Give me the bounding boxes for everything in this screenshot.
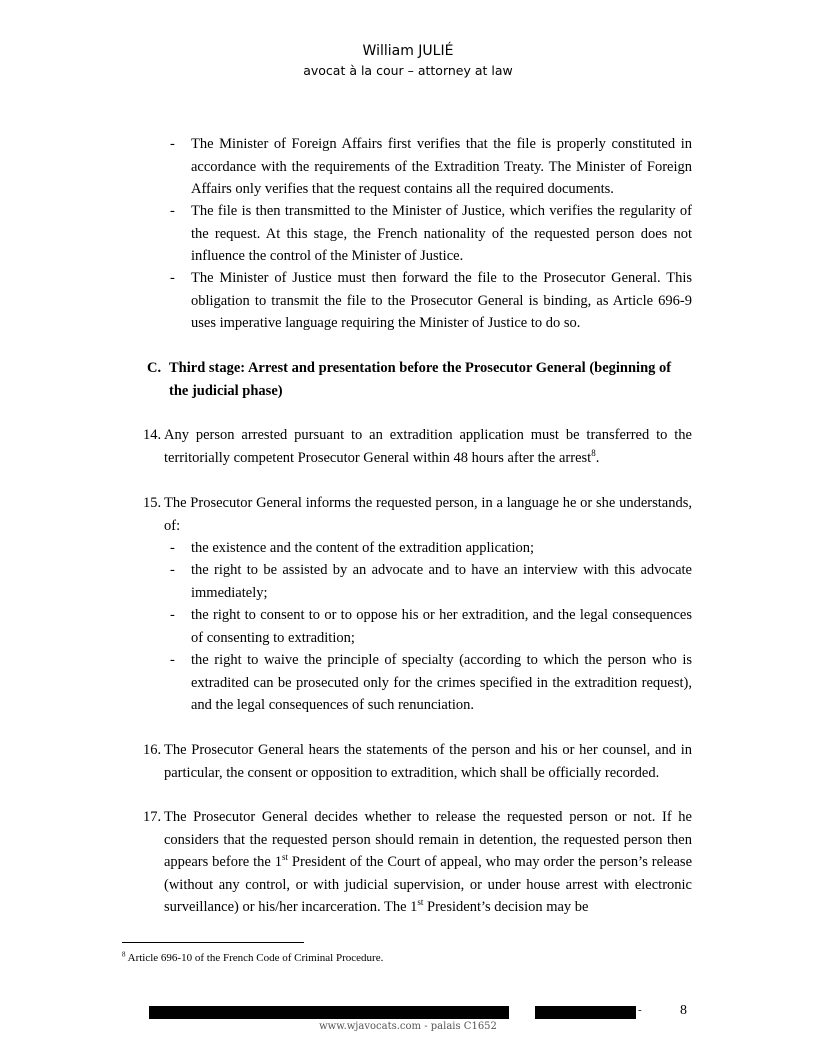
list-item: The Minister of Justice must then forward the file to the Prosecutor General. This obligation to transmit the file to the Prosecutor General is binding, as Article 696-9 uses imperative language requiring the Minister of Justice to do so. <box>191 270 692 331</box>
footnote-number: 8 <box>122 950 126 959</box>
author-title: avocat à la cour – attorney at law <box>303 63 513 78</box>
redaction-bar <box>535 1006 636 1019</box>
paragraph-number: 16. <box>143 742 162 758</box>
section-letter: C. <box>147 360 162 376</box>
paragraph-14 <box>164 424 692 469</box>
paragraph-text: The Prosecutor General decides whether to release the requested person or not. If he considers that the requested person should remain in detention, the requested person then appears before the 1 <box>164 809 692 870</box>
ordinal-suffix: st <box>282 852 289 863</box>
bullet-mark: - <box>170 540 175 556</box>
list-item: the right to waive the principle of specialty (according to which the person who is extradited can be prosecuted only for the crimes specified in the extradition request), and the legal consequences of such renunciation. <box>191 652 692 713</box>
paragraph-16: The Prosecutor General hears the statements of the person and his or her counsel, and in particular, the consent or opposition to extradition, which shall be officially recorded. <box>164 742 692 781</box>
list-item: The Minister of Foreign Affairs first verifies that the file is properly constituted in accordance with the requirements of the Extradition Treaty. The Minister of Foreign Affairs only verifies that the request contains all the required documents. <box>191 136 692 197</box>
section-title: Third stage: Arrest and presentation before the Prosecutor General (beginning of the judicial phase) <box>169 360 672 399</box>
paragraph-text: Any person arrested pursuant to an extradition application must be transferred to the territorially competent Prosecutor General within 48 hours after the arrest <box>164 427 692 466</box>
paragraph-15-intro: The Prosecutor General informs the requested person, in a language he or she understands, of: <box>164 495 692 534</box>
bullet-mark: - <box>170 562 175 578</box>
paragraph-text: President of the Court of appeal, who may order the person’s release (without any control, or with judicial supervision, or under house arrest with electronic surveillance) or his/her incarceration. The 1 <box>164 854 693 915</box>
footnote-text: Article 696-10 of the French Code of Criminal Procedure. <box>125 952 384 964</box>
bullet-mark: - <box>170 652 175 668</box>
bullet-mark: - <box>170 607 175 623</box>
bullet-mark: - <box>170 270 175 286</box>
footer-website[interactable]: www.wjavocats.com - palais C1652 <box>319 1021 497 1032</box>
bullet-mark: - <box>170 136 175 152</box>
paragraph-number: 17. <box>143 809 162 825</box>
list-item: the right to be assisted by an advocate and to have an interview with this advocate immediately; <box>191 562 692 601</box>
footnote <box>122 951 383 965</box>
paragraph-number: 15. <box>143 495 162 511</box>
redaction-bar <box>149 1006 509 1019</box>
list-item: The file is then transmitted to the Minister of Justice, which verifies the regularity of the request. At this stage, the French nationality of the requested person does not influence the control of the Minister of Justice. <box>191 203 692 264</box>
footnote-ref[interactable]: 8 <box>591 447 596 458</box>
list-item: the existence and the content of the extradition application; <box>191 540 535 556</box>
footer-dash: - <box>638 1004 642 1016</box>
footnote-divider <box>122 942 304 943</box>
page-number: 8 <box>680 1003 687 1018</box>
paragraph-tail: . <box>595 449 600 466</box>
list-item: the right to consent to or to oppose his or her extradition, and the legal consequences of consenting to extradition; <box>191 607 692 646</box>
author-name: William JULIÉ <box>362 43 454 59</box>
bullet-mark: - <box>170 203 175 219</box>
paragraph-number: 14. <box>143 427 162 443</box>
paragraph-17 <box>164 806 692 919</box>
paragraph-text: President’s decision may be <box>423 899 589 915</box>
ordinal-suffix: st <box>417 897 424 908</box>
